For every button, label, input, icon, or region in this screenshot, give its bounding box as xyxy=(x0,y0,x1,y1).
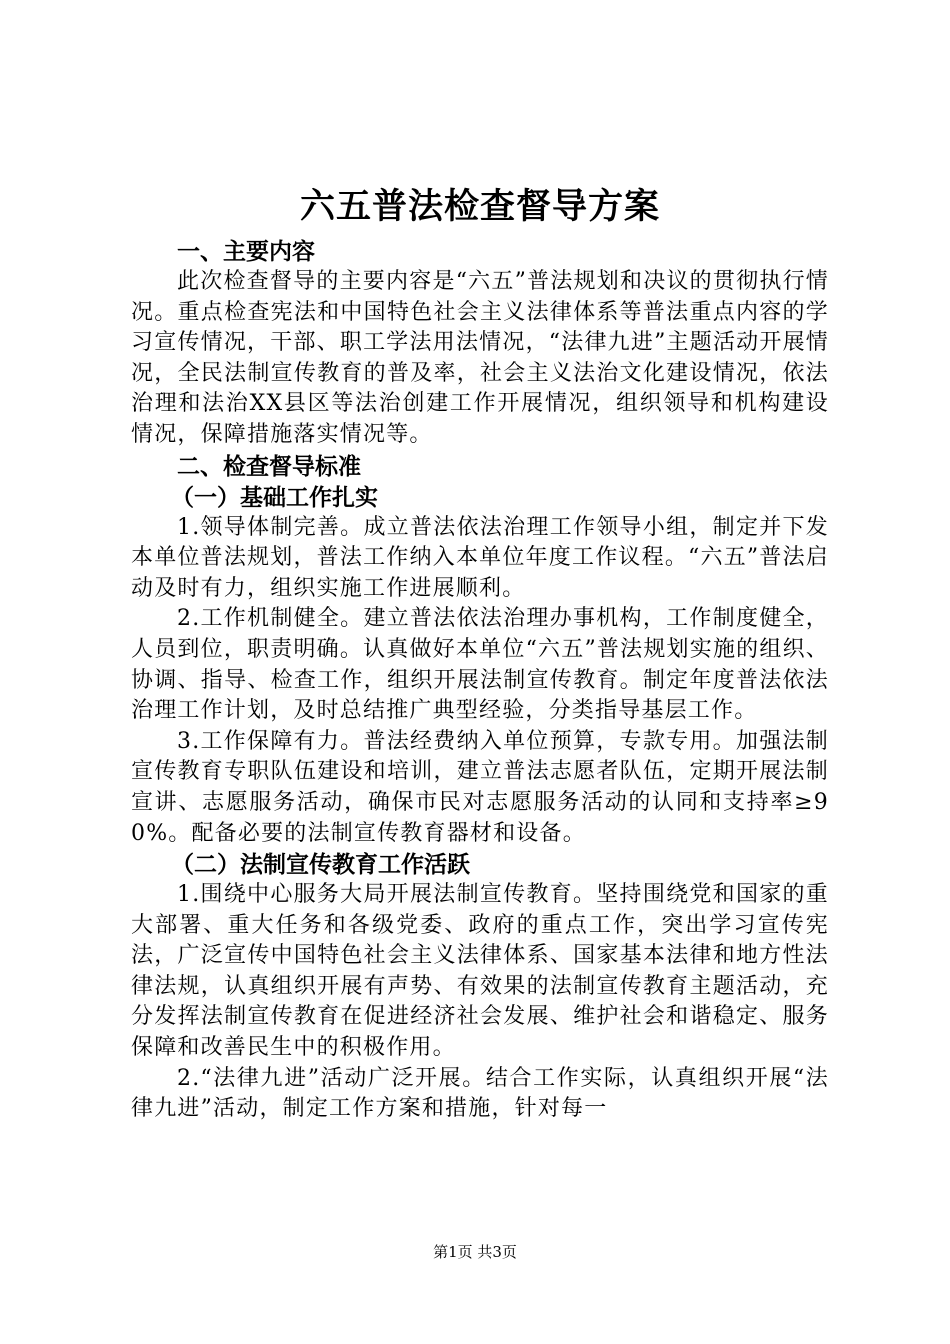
paragraph-law-nine-entries: 2.“法律九进”活动广泛开展。结合工作实际，认真组织开展“法律九进”活动，制定工作方案和措施，针对每一 xyxy=(131,1065,829,1122)
document-body xyxy=(131,182,829,1125)
section-heading-standards: 二、检查督导标准 xyxy=(177,452,361,480)
document-title: 六五普法检查督导方案 xyxy=(299,186,660,227)
paragraph-work-guarantee: 3.工作保障有力。普法经费纳入单位预算，专款专用。加强法制宣传教育专职队伍建设和培训，建立普法志愿者队伍，定期开展法制宣讲、志愿服务活动，确保市民对志愿服务活动的认同和支持率≥90%。配备必要的法制宣传教育器材和设备。 xyxy=(131,728,829,846)
paragraph-work-mechanism: 2.工作机制健全。建立普法依法治理办事机构，工作制度健全，人员到位，职责明确。认真做好本单位“六五”普法规划实施的组织、协调、指导、检查工作，组织开展法制宣传教育。制定年度普法依法治理工作计划，及时总结推广典型经验，分类指导基层工作。 xyxy=(131,606,829,724)
paragraph-center-service: 1.围绕中心服务大局开展法制宣传教育。坚持围绕党和国家的重大部署、重大任务和各级党委、政府的重点工作，突出学习宣传宪法，广泛宣传中国特色社会主义法律体系、国家基本法律和地方性法律法规，认真组织开展有声势、有效果的法制宣传教育主题活动，充分发挥法制宣传教育在促进经济社会发展、维护社会和谐稳定、服务保障和改善民生中的积极作用。 xyxy=(131,882,829,1061)
subsection-heading-basic-work: （一）基础工作扎实 xyxy=(171,483,378,511)
paragraph-main-content: 此次检查督导的主要内容是“六五”普法规划和决议的贯彻执行情况。重点检查宪法和中国特色社会主义法律体系等普法重点内容的学习宣传情况，干部、职工学法用法情况，“法律九进”主题活动开展情况，全民法制宣传教育的普及率，社会主义法治文化建设情况，依法治理和法治XX县区等法治创建工作开展情况，组织领导和机构建设情况，保障措施落实情况等。 xyxy=(131,269,829,447)
section-heading-main-content: 一、主要内容 xyxy=(177,238,315,265)
paragraph-leadership-system: 1.领导体制完善。成立普法依法治理工作领导小组，制定并下发本单位普法规划，普法工作纳入本单位年度工作议程。“六五”普法启动及时有力，组织实施工作进展顺利。 xyxy=(131,514,829,601)
subsection-heading-publicity: （二）法制宣传教育工作活跃 xyxy=(171,851,470,879)
page-footer: 第1页 共3页 xyxy=(433,1243,517,1261)
